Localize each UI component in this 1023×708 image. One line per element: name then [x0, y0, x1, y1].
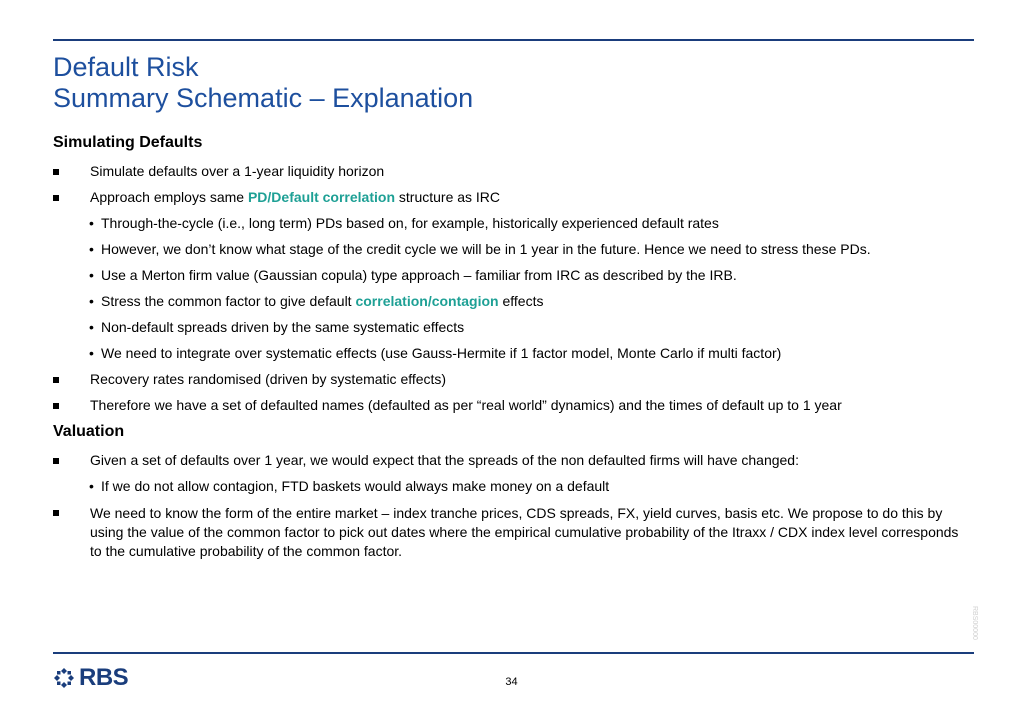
- sub-bullet-item: [53, 293, 983, 310]
- square-bullet-icon: [53, 403, 59, 409]
- dot-bullet-icon: •: [89, 241, 94, 257]
- bullet-item: [53, 371, 983, 388]
- bullet-text: We need to know the form of the entire market – index tranche prices, CDS spreads, FX, yield curves, basis etc. We propose to do this by using the value of the common factor to pick out dates where the empirical cumulative probability of the Itraxx / CDX index level corresponds to the cumulative probability of the common factor.: [90, 505, 959, 559]
- slide-content: [53, 132, 983, 561]
- bullet-item: [53, 189, 983, 206]
- highlight-pd-default-correlation: PD/Default correlation: [247, 189, 395, 205]
- side-code: RBS00000: [971, 606, 978, 640]
- bullet-text: Recovery rates randomised (driven by systematic effects): [90, 371, 447, 387]
- bullet-item: [53, 504, 970, 561]
- sub-bullet-item: [53, 241, 983, 258]
- footer-rule: [53, 652, 974, 654]
- bullet-text: Simulate defaults over a 1-year liquidity horizon: [90, 163, 385, 179]
- bullet-item: [53, 163, 983, 180]
- dot-bullet-icon: •: [89, 319, 94, 335]
- bullet-text-pre: Approach employs same: [90, 189, 248, 205]
- sub-bullet-item: [53, 345, 983, 362]
- highlight-correlation-contagion: correlation/contagion: [355, 293, 499, 309]
- dot-bullet-icon: •: [89, 345, 94, 361]
- sub-bullet-text-post: effects: [498, 293, 544, 309]
- title-line-2: Summary Schematic – Explanation: [53, 83, 474, 113]
- dot-bullet-icon: •: [89, 293, 94, 309]
- bullet-item: [53, 397, 983, 414]
- square-bullet-icon: [53, 377, 59, 383]
- dot-bullet-icon: •: [89, 267, 94, 283]
- sub-bullet-item: [53, 319, 983, 336]
- sub-bullet-text: Non-default spreads driven by the same systematic effects: [101, 319, 465, 335]
- sub-bullet-text-pre: Stress the common factor to give default: [101, 293, 356, 309]
- section-heading-valuation: Valuation: [53, 423, 125, 440]
- dot-bullet-icon: •: [89, 215, 94, 231]
- bullet-text: Given a set of defaults over 1 year, we would expect that the spreads of the non defaulted firms will have changed:: [90, 452, 799, 468]
- slide-title: [53, 52, 473, 114]
- square-bullet-icon: [53, 510, 59, 516]
- square-bullet-icon: [53, 458, 59, 464]
- section-heading-simulating-defaults: Simulating Defaults: [53, 134, 203, 151]
- sub-bullet-item: [53, 478, 983, 495]
- sub-bullet-text: Through-the-cycle (i.e., long term) PDs based on, for example, historically experienced default rates: [101, 215, 719, 231]
- bullet-item: [53, 452, 983, 469]
- sub-bullet-item: [53, 267, 983, 284]
- bullet-text: Therefore we have a set of defaulted names (defaulted as per “real world” dynamics) and the times of default up to 1 year: [90, 397, 842, 413]
- sub-bullet-text: However, we don’t know what stage of the credit cycle we will be in 1 year in the future. Hence we need to stress these PDs.: [101, 241, 871, 257]
- header-rule: [53, 39, 974, 41]
- sub-bullet-text: We need to integrate over systematic effects (use Gauss-Hermite if 1 factor model, Monte Carlo if multi factor): [101, 345, 782, 361]
- page-number: 34: [505, 676, 518, 688]
- sub-bullet-text: Use a Merton firm value (Gaussian copula) type approach – familiar from IRC as described by the IRB.: [101, 267, 737, 283]
- logo-text: RBS: [79, 664, 129, 691]
- sub-bullet-text: If we do not allow contagion, FTD baskets would always make money on a default: [101, 478, 610, 494]
- dot-bullet-icon: •: [89, 478, 94, 494]
- sub-bullet-item: [53, 215, 983, 232]
- bullet-text-post: structure as IRC: [395, 189, 501, 205]
- square-bullet-icon: [53, 195, 59, 201]
- square-bullet-icon: [53, 169, 59, 175]
- title-line-1: Default Risk: [53, 52, 199, 82]
